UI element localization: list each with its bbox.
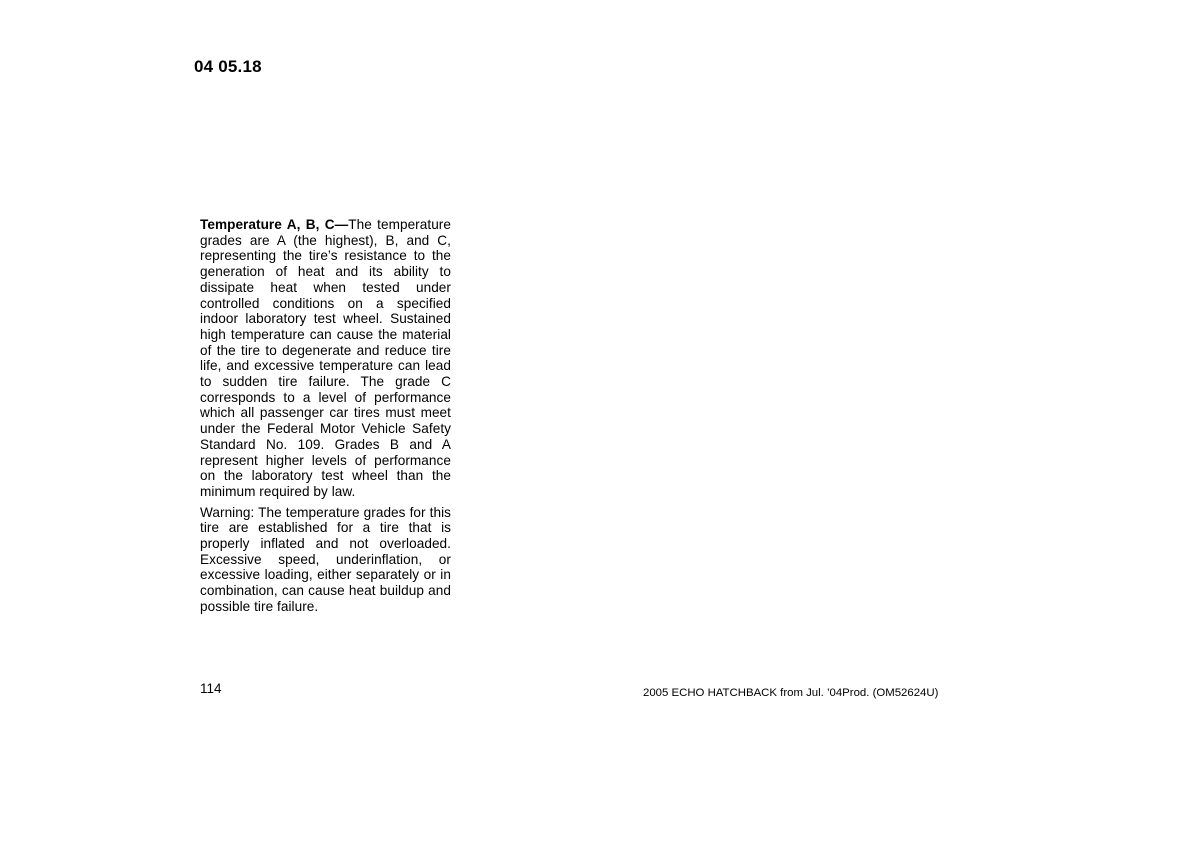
temperature-grade-paragraph — [200, 217, 451, 500]
warning-paragraph: Warning: The temperature grades for this tire are established for a tire that is properly inflated and not overloaded. Excessive speed, underinflation, or excessive loading, either separately or in combination, can cause heat buildup and possible tire failure. — [200, 504, 451, 614]
section-body: The temperature grades are A (the highest), B, and C, representing the tire’s resistance to the generation of heat and its ability to dissipate heat when tested under controlled conditions on a specified indoor laboratory test wheel. Sustained high temperature can cause the material of the tire to degenerate and reduce tire life, and excessive temperature can lead to sudden tire failure. The grade C corresponds to a level of performance which all passenger car tires must meet under the Federal Motor Vehicle Safety Standard No. 109. Grades B and A represent higher levels of performance on the laboratory test wheel than the minimum required by law. — [200, 217, 451, 499]
section-heading: Temperature A, B, C— — [200, 217, 349, 232]
document-title: 2005 ECHO HATCHBACK from Jul. ’04Prod. (OM52624U) — [643, 687, 939, 699]
page-number: 114 — [200, 681, 222, 696]
body-column — [200, 217, 451, 620]
date-stamp: 04 05.18 — [194, 57, 262, 76]
